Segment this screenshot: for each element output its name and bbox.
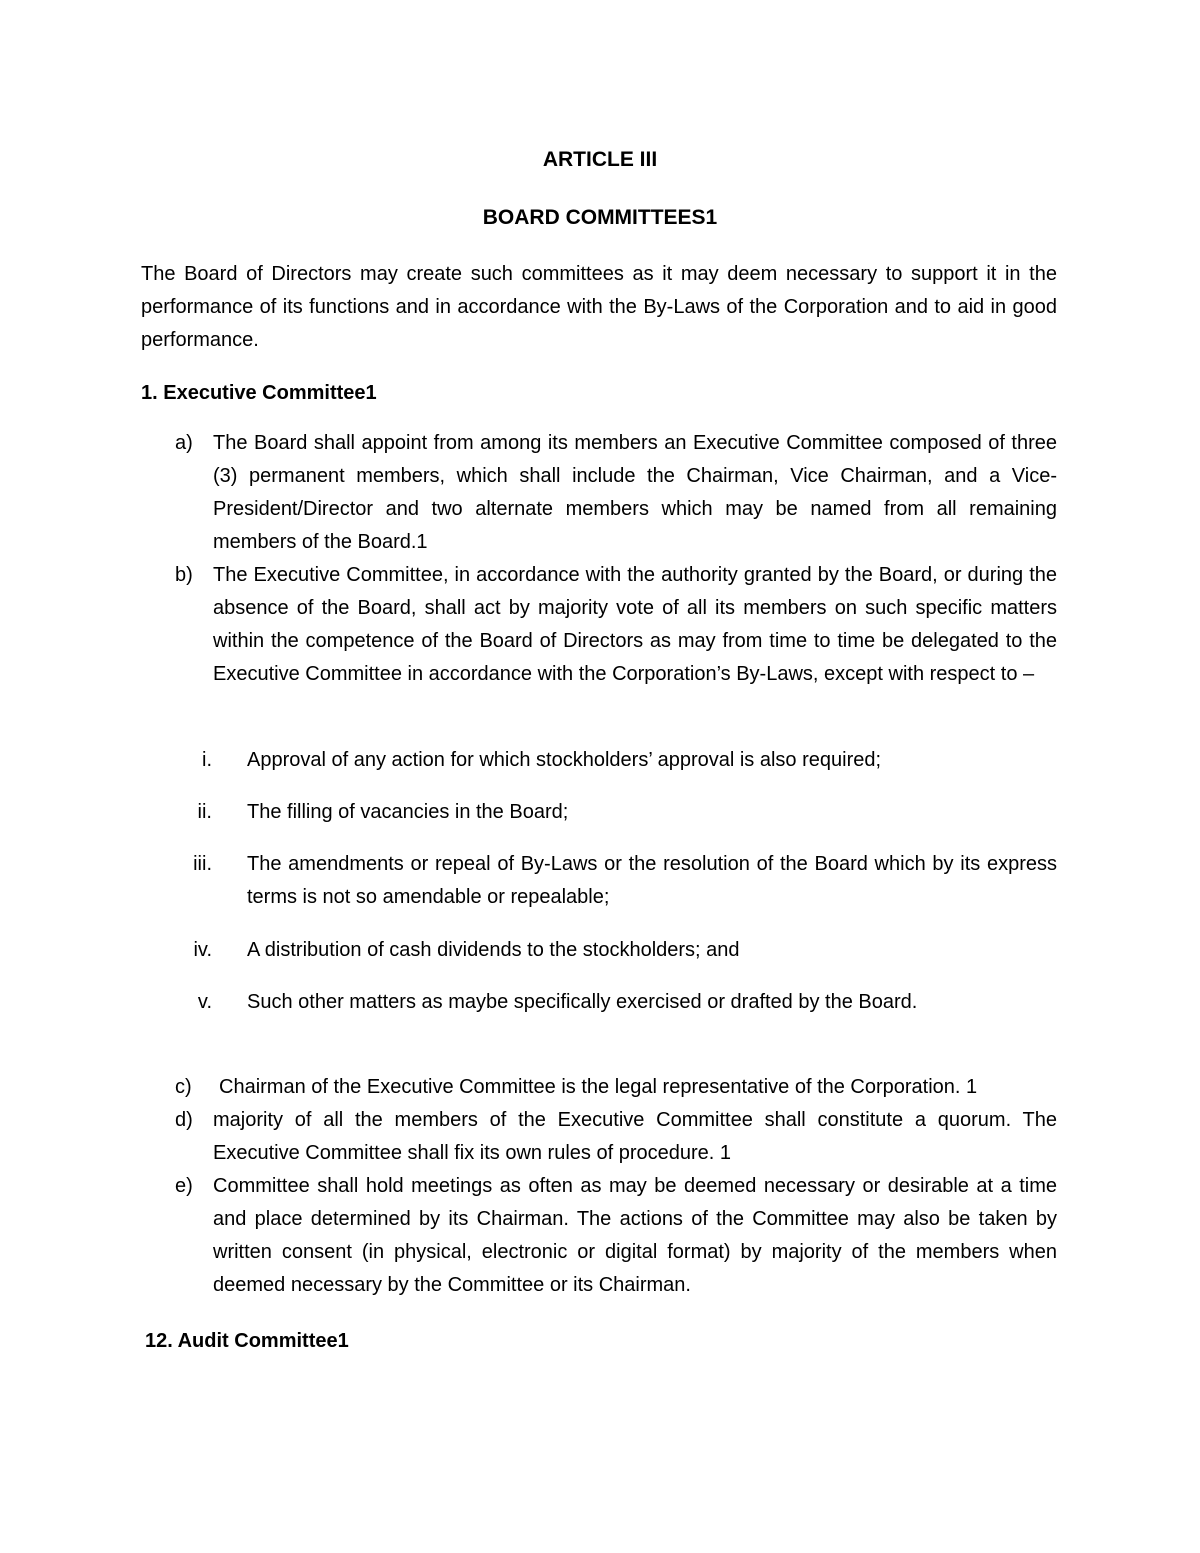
item-text: The Board shall appoint from among its members an Executive Committee composed of three (3) permanent members, which shall include the Chairman, Vice Chairman, and a Vice-President/Director and two alternate members which may be named from all remaining members of the Board.1	[213, 432, 1057, 553]
article-subtitle: BOARD COMMITTEES1	[482, 206, 718, 229]
sub-item-text: Such other matters as maybe specifically exercised or drafted by the Board.	[247, 991, 918, 1013]
sub-item-text: A distribution of cash dividends to the stockholders; and	[247, 939, 740, 961]
intro-paragraph: The Board of Directors may create such committees as it may deem necessary to support it in the performance of its functions and in accordance with the By-Laws of the Corporation and to aid in good performance.	[141, 263, 1057, 351]
item-text: Committee shall hold meetings as often as may be deemed necessary or desirable at a time and place determined by its Chairman. The actions of the Committee may also be taken by written consent (in physical, electronic or digital format) by majority of the members when deemed necessary by the Committee or its Chairman.	[213, 1175, 1057, 1296]
list-item	[141, 427, 1057, 559]
section-title-executive-committee: 1. Executive Committee1	[141, 382, 377, 404]
item-label: e)	[175, 1175, 193, 1197]
article-title: ARTICLE III	[542, 148, 658, 171]
sub-list-item	[141, 744, 1057, 777]
item-label: a)	[175, 432, 193, 454]
sub-list-item	[141, 934, 1057, 967]
sub-item-label: v.	[197, 991, 212, 1013]
sub-item-label: iv.	[193, 939, 212, 961]
sub-item-label: i.	[202, 749, 212, 771]
sub-item-text: Approval of any action for which stockholders’ approval is also required;	[247, 749, 882, 771]
list-item	[141, 559, 1057, 691]
item-label: c)	[175, 1076, 192, 1098]
sub-item-text: The filling of vacancies in the Board;	[247, 801, 569, 823]
list-item	[141, 1104, 1057, 1170]
section-title-audit-committee: 12. Audit Committee1	[145, 1330, 349, 1352]
sub-list-item	[141, 986, 1057, 1019]
sub-item-label: iii.	[193, 853, 212, 875]
item-text: The Executive Committee, in accordance with the authority granted by the Board, or during the absence of the Board, shall act by majority vote of all its members on such specific matters within the competence of the Board of Directors as may from time to time be delegated to the Executive Committee in accordance with the Corporation’s By-Laws, except with respect to –	[213, 564, 1057, 685]
sub-item-text: The amendments or repeal of By-Laws or the resolution of the Board which by its express terms is not so amendable or repealable;	[247, 853, 1057, 908]
sub-item-label: ii.	[197, 801, 212, 823]
item-label: d)	[175, 1109, 193, 1131]
sub-list-item	[141, 796, 1057, 829]
item-text: Chairman of the Executive Committee is the legal representative of the Corporation. 1	[219, 1076, 978, 1098]
item-label: b)	[175, 564, 193, 586]
sub-list-item	[141, 848, 1057, 914]
list-item	[141, 1170, 1057, 1302]
item-text: majority of all the members of the Executive Committee shall constitute a quorum. The Executive Committee shall fix its own rules of procedure. 1	[213, 1109, 1057, 1164]
list-item	[141, 1071, 1057, 1104]
